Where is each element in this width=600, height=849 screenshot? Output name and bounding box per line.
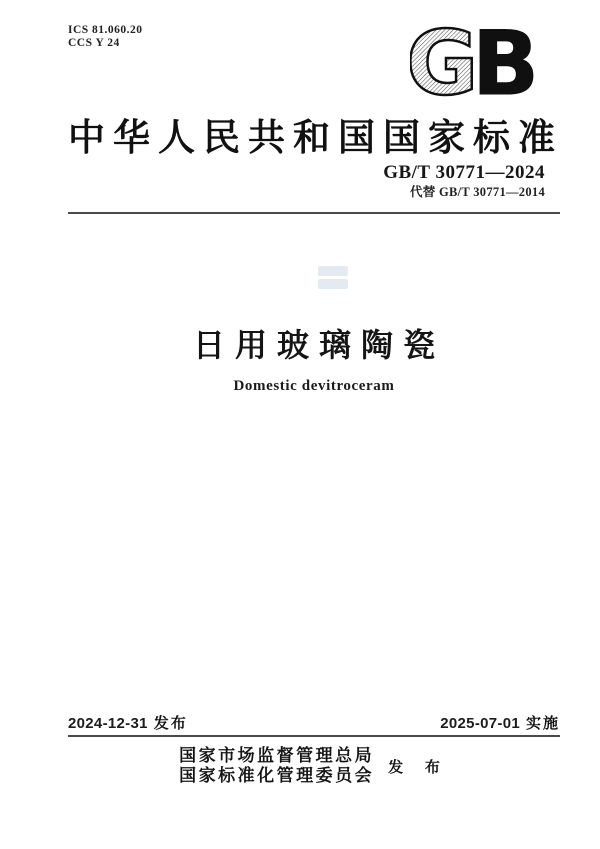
watermark-bar: [318, 279, 348, 289]
issuer-block: [68, 746, 560, 786]
replaced-standard: 代替 GB/T 30771—2014: [409, 185, 545, 199]
implement-date: 2025-07-01: [440, 715, 520, 732]
document-title-en: Domestic devitroceram: [233, 378, 395, 394]
standard-number: GB/T 30771—2024: [383, 162, 545, 183]
implement-label: 实施: [525, 716, 560, 732]
gb-logo-letter-g: G: [410, 26, 469, 102]
gb-logo-letter-b: B: [472, 26, 534, 102]
publish-date-group: [68, 712, 188, 733]
standard-number-block: [383, 162, 545, 200]
ics-code: ICS 81.060.20: [68, 24, 143, 36]
top-divider: [68, 212, 560, 214]
issuer-names: [179, 746, 374, 786]
classification-codes: [68, 24, 143, 50]
implement-date-group: [440, 712, 560, 733]
issue-label: 发 布: [388, 759, 449, 776]
scanner-watermark: [318, 266, 348, 292]
publish-label: 发布: [153, 716, 188, 732]
issuer-line2: 国家标准化管理委员会: [179, 766, 375, 785]
document-title-cn: 日用玻璃陶瓷: [192, 327, 445, 363]
national-standard-heading: 中华人民共和国国家标准: [68, 118, 563, 159]
ccs-code: CCS Y 24: [68, 37, 120, 49]
bottom-divider: [68, 735, 560, 737]
issuer-line1: 国家市场监督管理总局: [179, 746, 375, 765]
dates-row: [68, 712, 560, 733]
gb-standard-logo-icon: [410, 26, 534, 102]
publish-date: 2024-12-31: [68, 715, 148, 732]
watermark-bar: [318, 266, 348, 276]
